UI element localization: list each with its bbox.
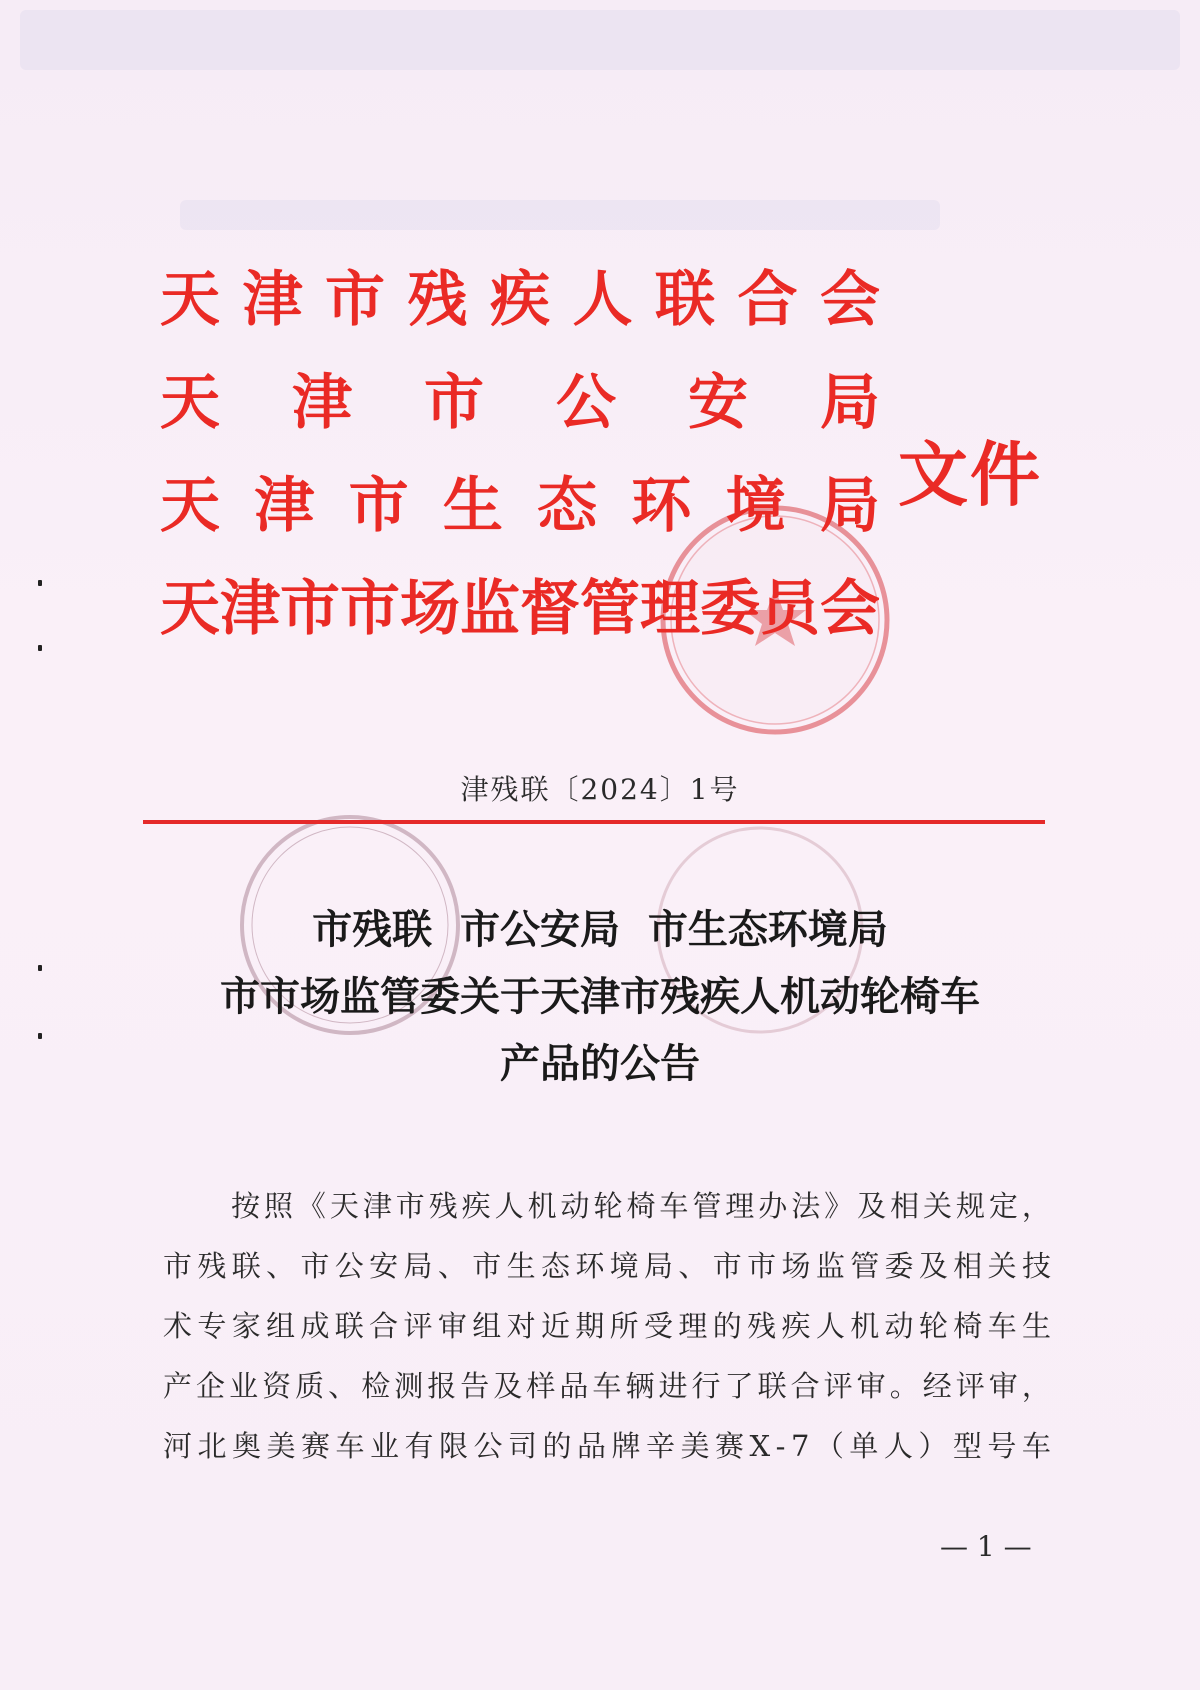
document-suffix: 文件 xyxy=(898,433,1042,516)
body-line-2: 市 残 联 、 市 公 安 局 、 市 生 态 环 境 局 、 市 市 场 监 管 委 及 相 关 技 xyxy=(163,1249,1051,1283)
issuer-ecology-environment-bureau: 天 津 市 生 态 环 境 局 xyxy=(160,471,880,541)
document-title xyxy=(0,907,1200,1111)
body-paragraph xyxy=(163,1176,1051,1476)
red-divider xyxy=(143,820,1045,824)
scan-artifact xyxy=(20,10,1180,70)
body-line-5: 河 北 奥 美 赛 车 业 有 限 公 司 的 品 牌 辛 美 赛 X - 7 （ 单 人 ） 型 号 车 xyxy=(163,1429,1051,1463)
body-line-4: 产 企 业 资 质 、 检 测 报 告 及 样 品 车 辆 进 行 了 联 合 评 审 。 经 评 审 ， xyxy=(163,1369,1051,1403)
title-line-1: 市残联 市公安局 市生态环境局 xyxy=(312,907,888,953)
page-number: — 1 — xyxy=(940,1530,1032,1563)
issuer-market-supervision-committee: 天津市市场监督管理委员会 xyxy=(160,574,880,644)
issuer-disabled-persons-federation: 天 津 市 残 疾 人 联 合 会 xyxy=(160,265,880,335)
margin-mark xyxy=(38,580,42,586)
body-line-3: 术 专 家 组 成 联 合 评 审 组 对 近 期 所 受 理 的 残 疾 人 机 动 轮 椅 车 生 xyxy=(163,1309,1051,1343)
document-number: 津残联〔2024〕1号 xyxy=(460,773,740,806)
title-line-3: 产品的公告 xyxy=(500,1041,700,1087)
title-line-2: 市市场监管委关于天津市残疾人机动轮椅车 xyxy=(220,974,980,1020)
body-line-1: 按 照 《 天 津 市 残 疾 人 机 动 轮 椅 车 管 理 办 法 》 及 相 关 规 定 ， xyxy=(231,1189,1051,1223)
scan-artifact xyxy=(180,200,940,230)
margin-mark xyxy=(38,645,42,651)
issuer-block xyxy=(160,265,880,682)
issuer-public-security-bureau: 天 津 市 公 安 局 xyxy=(160,368,880,438)
